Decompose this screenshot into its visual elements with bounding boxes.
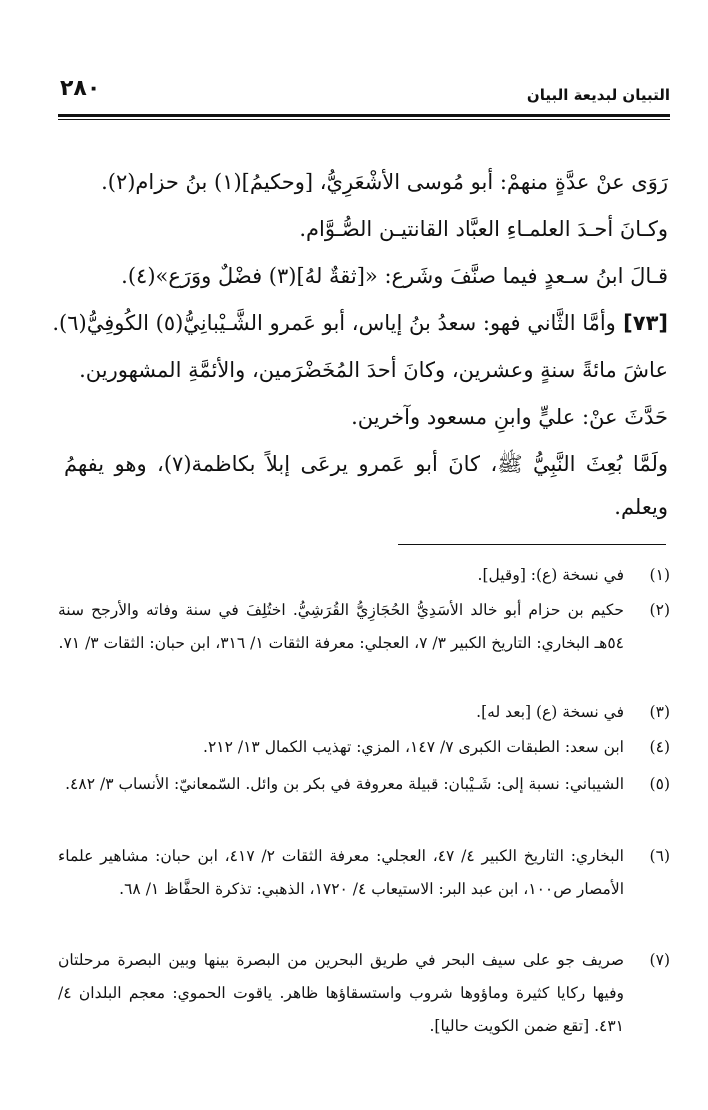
- footnote-number: (٦): [649, 847, 670, 865]
- footnote-text: البخاري: التاريخ الكبير ٤/ ٤٧، العجلي: معرفة الثقات ٢/ ٤١٧، ابن حبان: مشاهير علماء الأمصار ص١٠٠، ابن عبد البر: الاستيعاب ٤/ ١٧٢٠، الذهبي: تذكرة الحفَّاظ ١/ ٦٨.: [58, 847, 624, 898]
- text-line: حَدَّثَ عنْ: عليٍّ وابنِ مسعود وآخرين.: [351, 405, 668, 429]
- footnote-text: في نسخة (ع) [بعد له].: [476, 703, 624, 721]
- text-line: قـالَ ابنُ سـعدٍ فيما صنَّفَ وشَرع: «[ثقةٌ لهُ](٣) فضْلٌ ووَرَع»(٤).: [121, 264, 668, 288]
- footnote-number: (٧): [649, 951, 670, 969]
- footnote-number: (٣): [649, 703, 670, 721]
- footnote-separator: [398, 544, 666, 545]
- footnote-number: (٥): [649, 775, 670, 793]
- footnote-text: ابن سعد: الطبقات الكبرى ٧/ ١٤٧، المزي: تهذيب الكمال ١٣/ ٢١٢.: [203, 738, 624, 756]
- header-rule: [58, 114, 670, 117]
- footnote-number: (٤): [649, 738, 670, 756]
- footnote-number: (١): [649, 566, 670, 584]
- footnote-number: (٢): [649, 601, 670, 619]
- header-rule-thin: [58, 119, 670, 120]
- footnote-text: في نسخة (ع): [وقيل].: [477, 566, 624, 584]
- text-line-entry-73: [52, 308, 668, 338]
- footnote-text: صريف جو على سيف البحر في طريق البحرين من البصرة بينها وبين البصرة مرحلتان وفيها ركايا كثيرة وماؤوها شروب واستسقاؤها ظاهر. ياقوت الحموي: معجم البلدان ٤/ ٤٣١. [تقع ضمن الكويت حاليا].: [58, 951, 624, 1035]
- footnote-text: الشيباني: نسبة إلى: شَـيْبان: قبيلة معروفة في بكر بن وائل. السّمعانيّ: الأنساب ٣/ ٤٨٢.: [65, 775, 624, 793]
- entry-number: [٧٣]: [615, 311, 668, 335]
- text-line: ولَمَّا بُعِثَ النَّبِيُّ ﷺ، كانَ أبو عَمرو يرعَى إبلاً بكاظمة(٧)، وهو يفهمُ: [64, 452, 669, 476]
- text-line: عاشَ مائةً سنةٍ وعشرين، وكانَ أحدَ المُخَضْرَمين، والأئمَّةِ المشهورين.: [79, 358, 668, 382]
- text-line: ويعلم.: [614, 495, 668, 519]
- page-number: ٢٨٠: [60, 76, 101, 101]
- text-line: رَوَى عنْ عدَّةٍ منهمْ: أبو مُوسى الأشْعَرِيُّ، [وحكيمُ](١) بنُ حزام(٢).: [101, 170, 668, 194]
- entry-text: وأمَّا الثَّاني فهو: سعدُ بنُ إياس، أبو عَمرو الشَّـيْبانِيُّ(٥) الكُوفِيُّ(٦).: [52, 311, 616, 335]
- running-header-title: التبيان لبديعة البيان: [526, 86, 670, 104]
- footnote-text: حكيم بن حزام أبو خالد الأسَدِيُّ الحُجَازِيُّ القُرَشِيُّ. اختُلِفَ في سنة وفاته والأرجح سنة ٥٤هـ البخاري: التاريخ الكبير ٣/ ٧، العجلي: معرفة الثقات ١/ ٣١٦، ابن حبان: الثقات ٣/ ٧١.: [58, 601, 624, 652]
- text-line: وكـانَ أحـدَ العلمـاءِ العبَّاد القانتيـن الصُّـوَّام.: [299, 217, 668, 241]
